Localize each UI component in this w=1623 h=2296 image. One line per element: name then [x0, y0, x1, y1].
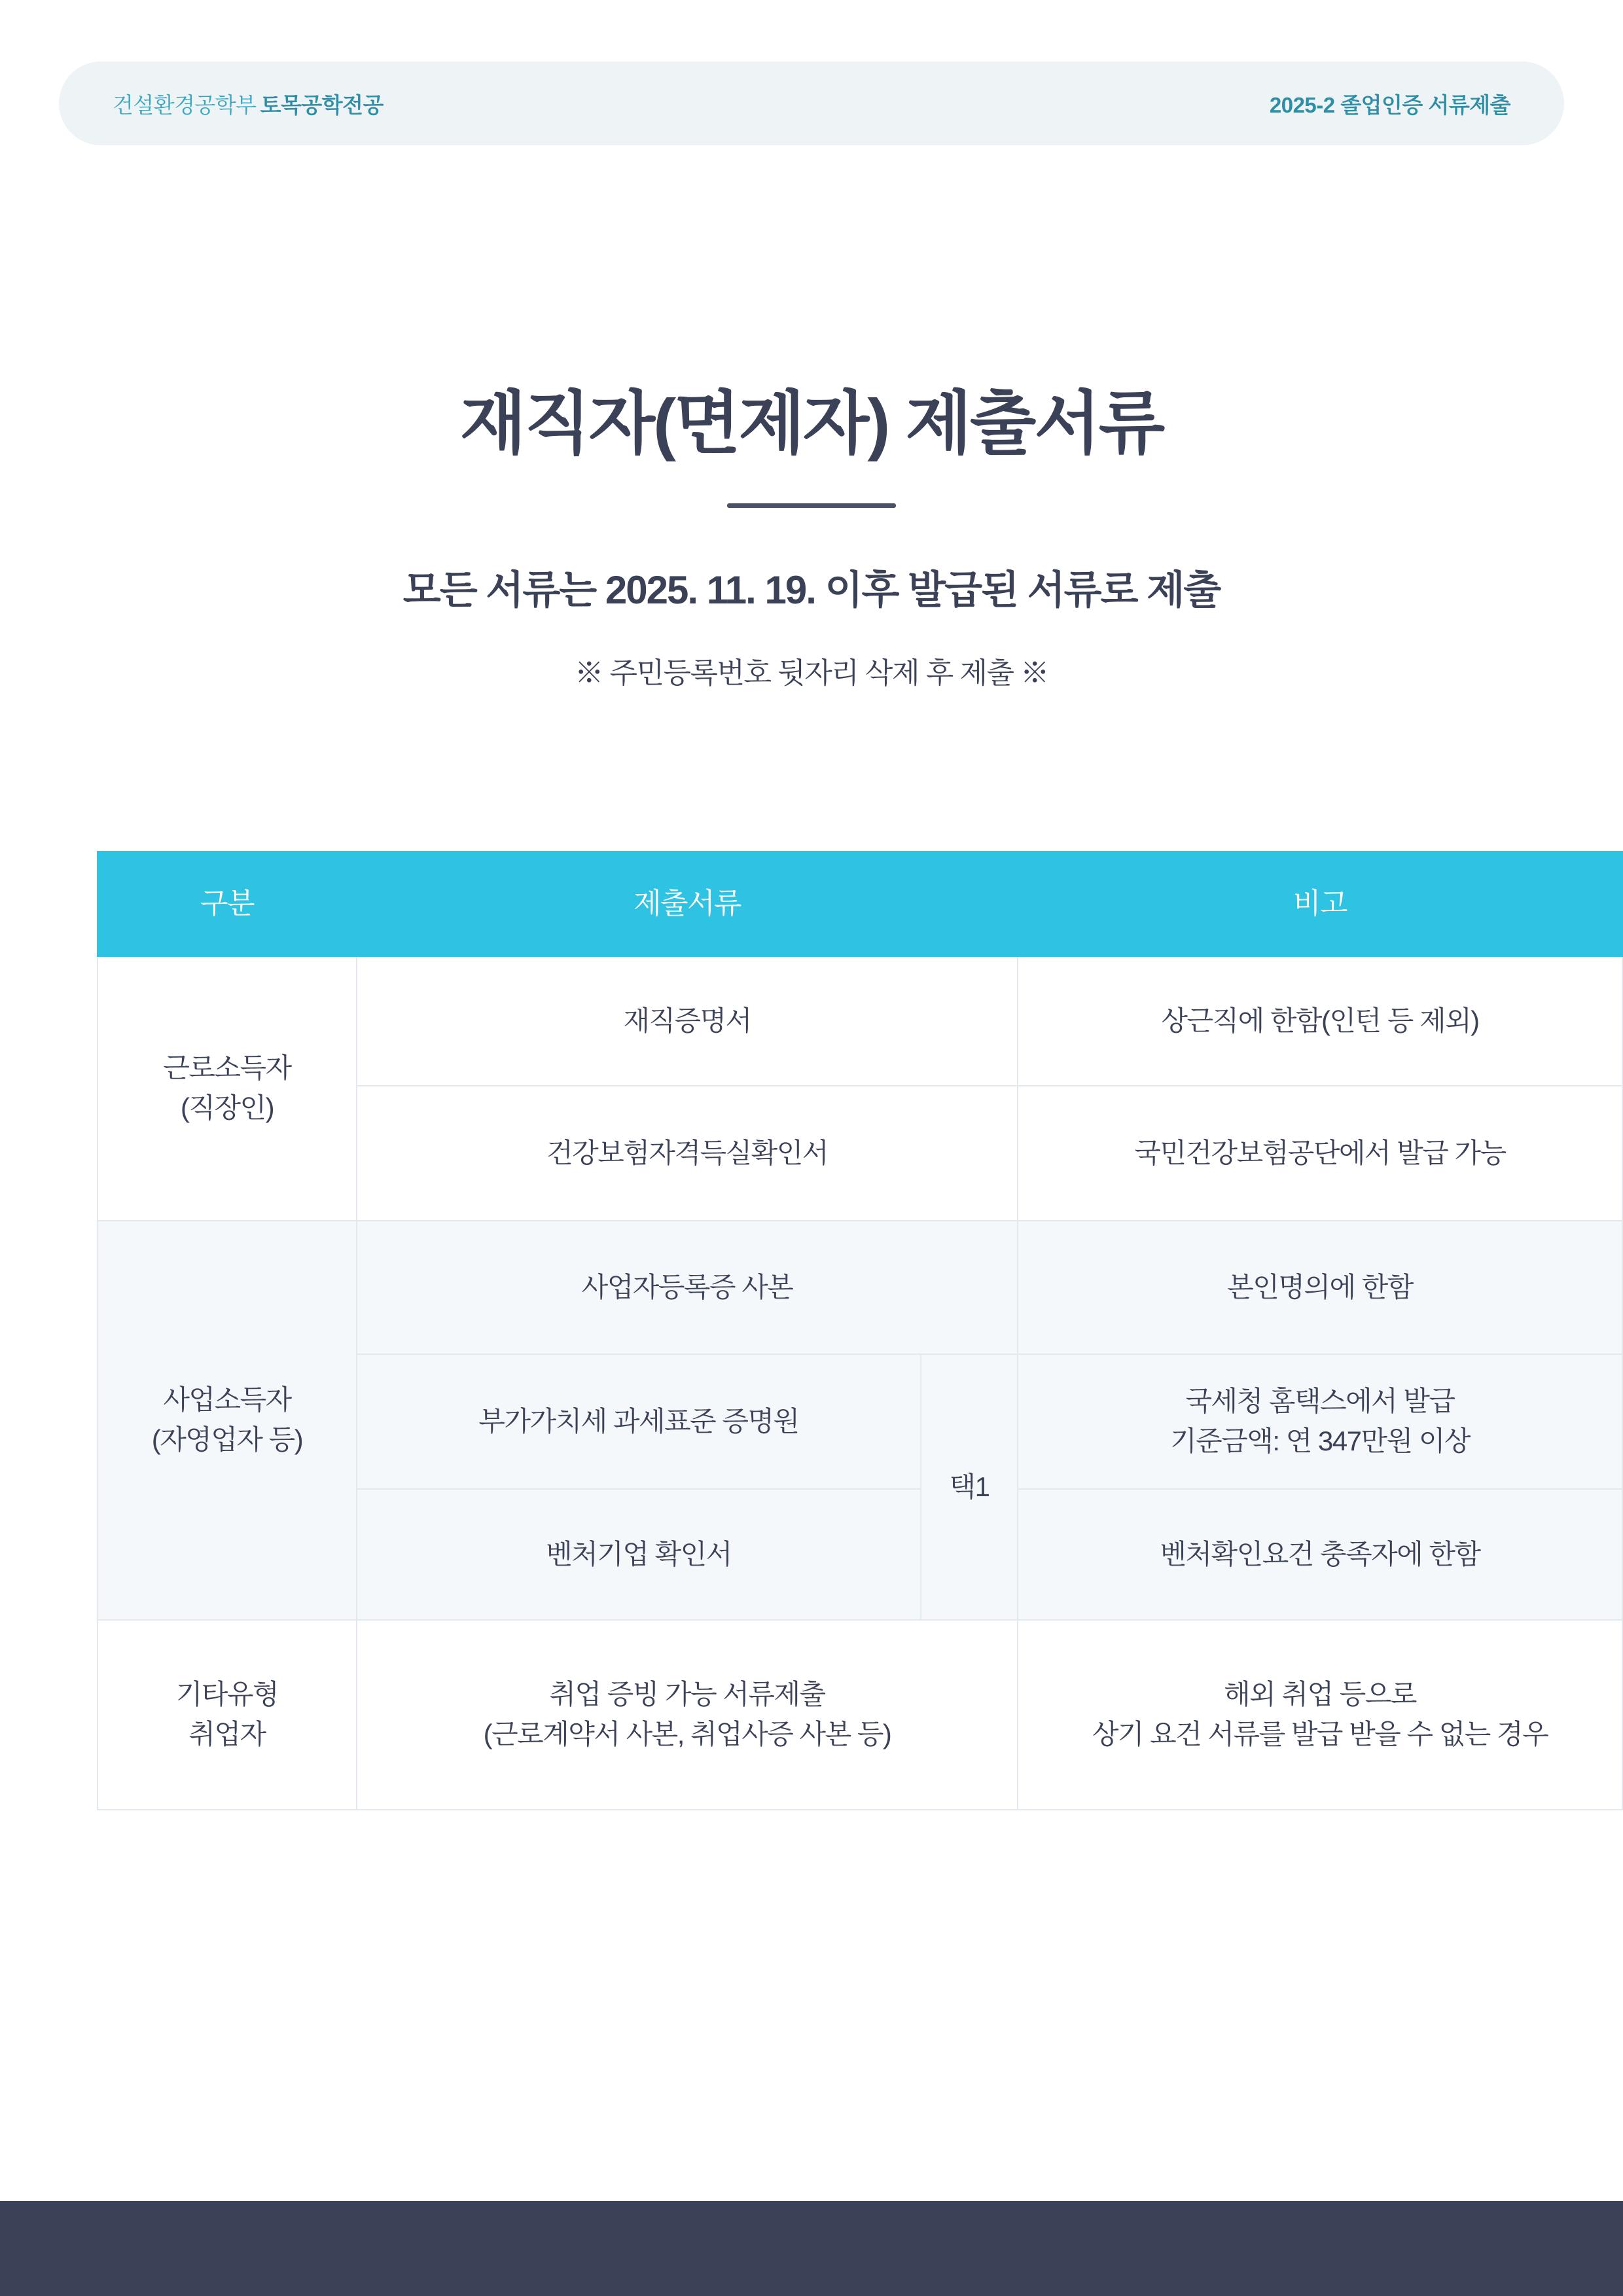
category-cell-business — [98, 1221, 357, 1620]
remark-cell-1: 상근직에 한함(인턴 등 제외) — [1018, 956, 1622, 1086]
category-line-1: 사업소득자 — [163, 1384, 291, 1416]
category-line-2: 취업자 — [188, 1719, 266, 1749]
document-cell-4: 부가가치세 과세표준 증명원 — [357, 1354, 921, 1489]
documents-table — [97, 851, 1623, 1810]
remark-cell-5: 벤처확인요건 충족자에 한함 — [1018, 1489, 1622, 1620]
table-row — [98, 1620, 1622, 1810]
document-cell-5: 벤처기업 확인서 — [357, 1489, 921, 1620]
page-note: ※ 주민등록번호 뒷자리 삭제 후 제출 ※ — [575, 657, 1048, 689]
remark-cell-6 — [1018, 1620, 1622, 1810]
category-line-1: 기타유형 — [175, 1679, 279, 1710]
page-title: 재직자(면제자) 제출서류 — [459, 386, 1164, 462]
remark-cell-3: 본인명의에 한함 — [1018, 1221, 1622, 1354]
table-header-row — [98, 852, 1622, 956]
table-row — [98, 1221, 1622, 1354]
category-line-2: (직장인) — [180, 1092, 274, 1123]
document-cell-3: 사업자등록증 사본 — [357, 1221, 1018, 1354]
document-cell-6 — [357, 1620, 1018, 1810]
remark-line-1: 국세청 홈택스에서 발급 — [1185, 1386, 1455, 1417]
remark-line-2: 상기 요건 서류를 발급 받을 수 없는 경우 — [1092, 1719, 1548, 1749]
document-cell-1: 재직증명서 — [357, 956, 1018, 1086]
page-header-bar — [59, 62, 1564, 145]
column-header-documents: 제출서류 — [357, 852, 1018, 956]
table-row — [98, 956, 1622, 1086]
header-major: 토목공학전공 — [260, 92, 383, 117]
document-cell-2: 건강보험자격득실확인서 — [357, 1086, 1018, 1221]
header-term-label: 2025-2 졸업인증 서류제출 — [1269, 92, 1510, 117]
page-footer-bar — [0, 2201, 1623, 2296]
document-line-2: (근로계약서 사본, 취업사증 사본 등) — [483, 1719, 891, 1749]
document-line-1: 취업 증빙 가능 서류제출 — [549, 1679, 825, 1710]
remark-cell-4 — [1018, 1354, 1622, 1489]
category-line-1: 근로소득자 — [163, 1052, 291, 1084]
pick-one-cell: 택1 — [921, 1354, 1018, 1620]
category-line-2: (자영업자 등) — [151, 1424, 303, 1455]
header-department: 건설환경공학부 — [113, 92, 257, 117]
header-department-group — [113, 88, 383, 119]
title-block — [0, 383, 1623, 691]
remark-line-1: 해외 취업 등으로 — [1224, 1679, 1416, 1710]
column-header-remarks: 비고 — [1018, 852, 1622, 956]
category-cell-employee — [98, 956, 357, 1221]
remark-cell-2: 국민건강보험공단에서 발급 가능 — [1018, 1086, 1622, 1221]
page-subtitle: 모든 서류는 2025. 11. 19. 이후 발급된 서류로 제출 — [402, 568, 1221, 612]
remark-line-2: 기준금액: 연 347만원 이상 — [1170, 1426, 1470, 1456]
title-divider — [727, 503, 896, 508]
category-cell-other — [98, 1620, 357, 1810]
column-header-category: 구분 — [98, 852, 357, 956]
